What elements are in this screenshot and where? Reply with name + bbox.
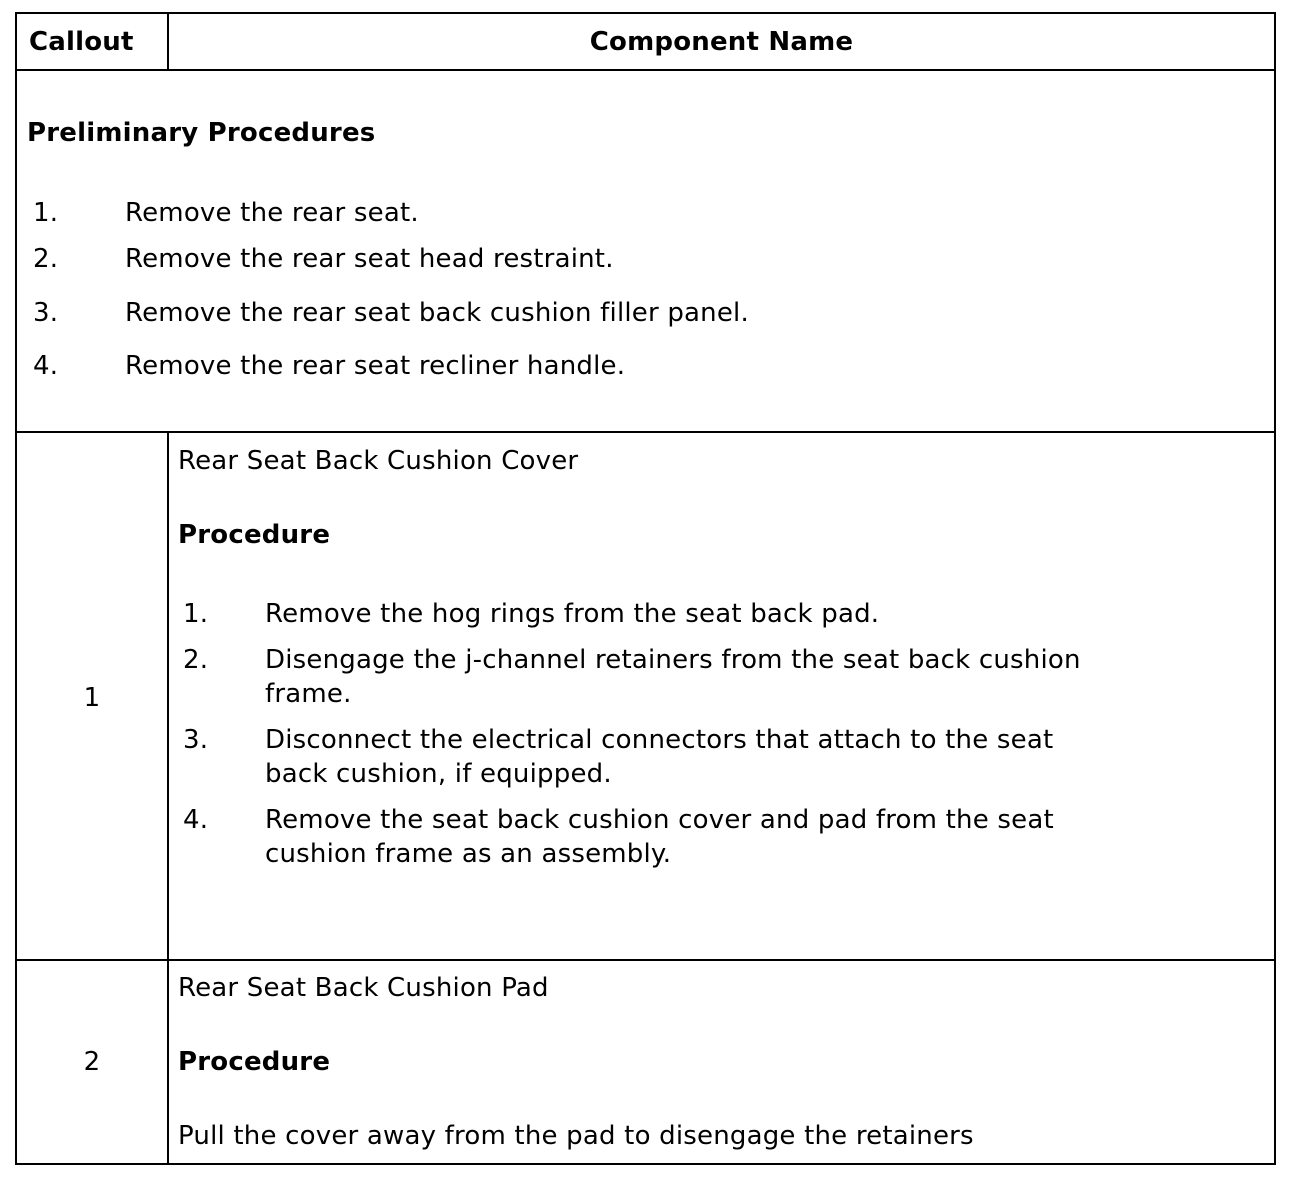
procedure-step-text: Remove the hog rings from the seat back pad.	[265, 599, 880, 629]
callout-number: 1	[83, 683, 101, 713]
preliminary-step-text: Remove the rear seat head restraint.	[125, 244, 614, 274]
component-table	[15, 12, 1276, 1165]
preliminary-step-number: 1.	[33, 198, 59, 228]
row-1-divider	[17, 959, 1274, 961]
procedure-step-text-continued: frame.	[265, 679, 352, 709]
preliminary-title: Preliminary Procedures	[27, 118, 376, 148]
preliminary-step-number: 2.	[33, 244, 59, 274]
procedure-step-number: 1.	[183, 599, 209, 629]
header-callout: Callout	[29, 27, 134, 57]
preliminary-step-text: Remove the rear seat back cushion filler panel.	[125, 298, 749, 328]
preliminary-step-text: Remove the rear seat.	[125, 198, 419, 228]
header-divider	[17, 69, 1274, 71]
procedure-step-number: 2.	[183, 645, 209, 675]
component-name: Rear Seat Back Cushion Pad	[178, 973, 549, 1003]
procedure-heading: Procedure	[178, 520, 331, 550]
procedure-step-number: 3.	[183, 725, 209, 755]
preliminary-divider	[17, 431, 1274, 433]
preliminary-step-number: 3.	[33, 298, 59, 328]
procedure-step-text: Remove the seat back cushion cover and pad from the seat	[265, 805, 1054, 835]
callout-number: 2	[83, 1047, 101, 1077]
procedure-step-text-continued: cushion frame as an assembly.	[265, 839, 672, 869]
procedure-heading: Procedure	[178, 1047, 331, 1077]
preliminary-step-text: Remove the rear seat recliner handle.	[125, 351, 626, 381]
procedure-step-number: 4.	[183, 805, 209, 835]
procedure-step-text: Disengage the j-channel retainers from the seat back cushion	[265, 645, 1081, 675]
procedure-step-text-continued: back cushion, if equipped.	[265, 759, 612, 789]
component-name: Rear Seat Back Cushion Cover	[178, 446, 579, 476]
procedure-step-text: Disconnect the electrical connectors that attach to the seat	[265, 725, 1054, 755]
procedure-text: Pull the cover away from the pad to disengage the retainers	[178, 1121, 974, 1151]
preliminary-step-number: 4.	[33, 351, 59, 381]
header-component-name: Component Name	[589, 27, 854, 57]
column-divider-rows	[167, 432, 169, 1165]
